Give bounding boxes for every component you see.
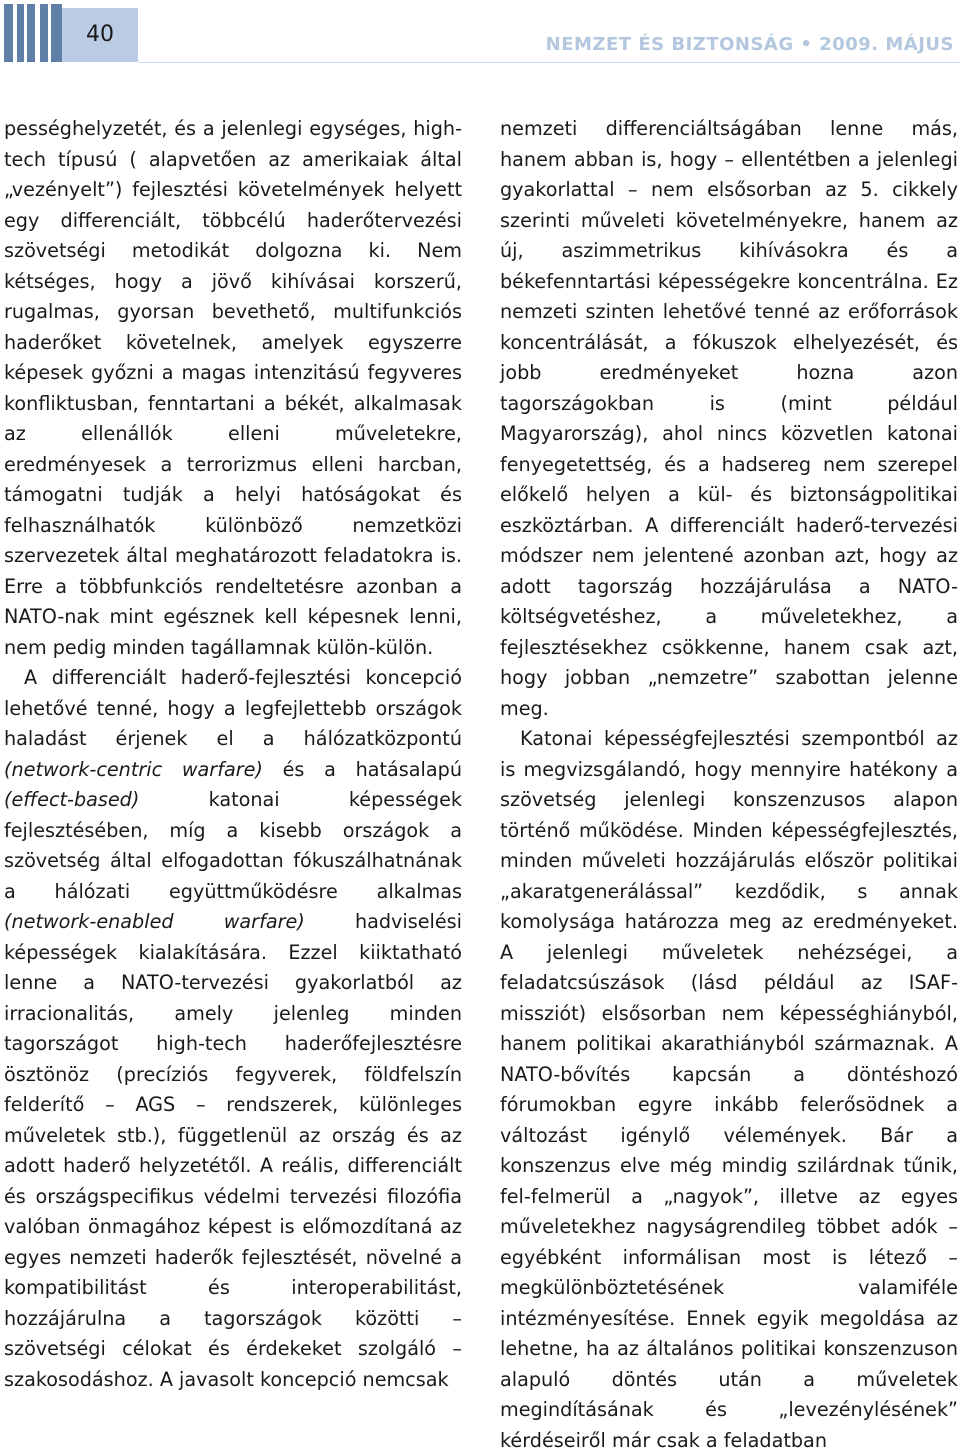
right-paragraph-2: Katonai képességfejlesztési szempontból az is megvizsgálandó, hogy mennyire hatékony a szövetség jelenlegi konszenzusos alapon történő működése. Minden képességfejlesztés, minden műveleti hozzájárulás először politikai „akaratgenerálással” kezdődik, s annak komolysága határozza meg az eredményeket. A jelenlegi műveletek nehézségei, a feladatcsúszások (lásd például az ISAF-missziót) elsősorban nem képességhiányból, hanem politikai akarathiányból származnak. A NATO-bővítés kapcsán a döntéshozó fórumokban egyre inkább felerősödnek a változást igénylő vélemények. Bár a konszenzus elve még mindig szilárdnak tűnik, fel-felmerül a „nagyok”, illetve az egyes műveletekhez nagyságrendileg többet adók – egyébként informálisan most is létező – megkülönböztetésének valamiféle intézményesítése. Ennek egyik megoldása az lehetne, ha az általános politikai konszenzuson alapuló döntés után a műveletek megindításának és „levezénylésének” kérdéseiről már csak a feladatban — [500, 727, 958, 1452]
right-paragraph-1: nemzeti differenciáltságában lenne más, hanem abban is, hogy – ellentétben a jelenlegi gyakorlattal – nem elsősorban az 5. cikkely szerinti műveleti követelményekre, hanem az új, aszimmetrikus kihívásokra és a békefenntartási képességekre koncentrálna. Ez nemzeti szinten lehetővé tenné az erőforrások koncentrálását, a fókuszok elhelyezését, és jobb eredményeket hozna azon tagországokban is (mint például Magyarország), ahol nincs közvetlen katonai fenyegetettség, és a hadsereg nem szerepel előkelő helyen a kül- és biztonságpolitikai eszköztárban. A differenciált haderő-tervezési módszer nem jelentené azonban azt, hogy az adott tagország hozzájárulása a NATO-költségvetéshez, a műveletekhez, a fejlesztésekhez csökkenne, hanem csak azt, hogy jobban „nemzetre” szabottan jelenne meg. — [500, 117, 958, 720]
left-paragraph-2: A differenciált haderő-fejlesztési koncepció lehetővé tenné, hogy a legfejlettebb országok haladást érjenek el a hálózatközpontú (network-centric warfare) és a hatásalapú (effect-based) katonai képességek fejlesztésében, míg a kisebb országok a szövetség által elfogadottan fókuszálhatnának a hálózati együttműködésre alkalmas (network-enabled warfare) hadviselési képességek kialakítására. Ezzel kiiktatható lenne a NATO-tervezési gyakorlatból az irracionalitás, amely jelenleg minden tagországot high-tech haderőfejlesztésre ösztönöz (precíziós fegyverek, földfelszín felderítő – AGS – rendszerek, különleges műveletek stb.), függetlenül az ország és az adott haderő helyzetétől. A reális, differenciált és országspecifikus védelmi tervezési filozófia valóban önmagához képest is előmozdítaná az egyes nemzeti haderők fejlesztését, növelné a kompatibilitást és interoperabilitást, hozzájárulna a tagországok közötti – szövetségi célokat és érdekeket szolgáló – szakosodáshoz. A javasolt koncepció nemcsak — [4, 666, 462, 1391]
term-network-enabled: (network-enabled warfare) — [4, 910, 305, 933]
page-header — [0, 0, 960, 64]
page-number: 40 — [86, 22, 114, 47]
term-effect-based: (effect-based) — [4, 788, 140, 811]
journal-logo — [4, 4, 62, 62]
term-network-centric: (network-centric warfare) — [4, 757, 263, 781]
page-number-box — [62, 8, 138, 62]
left-column — [4, 114, 462, 1395]
right-column — [500, 114, 958, 1456]
journal-title: NEMZET ÉS BIZTONSÁG • 2009. MÁJUS — [545, 34, 954, 55]
header-rule — [138, 62, 960, 63]
left-paragraph-1: pességhelyzetét, és a jelenlegi egységes, high-tech típusú ( alapvetően az amerikaiak által „vezényelt”) fejlesztési követelmények helyett egy differenciált, többcélú haderőtervezési szövetségi metodikát dolgozna ki. Nem kétséges, hogy a jövő kihívásai korszerű, rugalmas, gyorsan bevethető, multifunkciós haderőket követelnek, amelyek egyszerre képesek győzni a magas intenzitású fegyveres konfliktusban, fenntartani a békét, alkalmasak az ellenállók elleni műveletekre, eredményesek a terrorizmus elleni harcban, támogatni tudják a helyi hatóságokat és felhasználhatók különböző nemzetközi szervezetek által meghatározott feladatokra is. Erre a többfunkciós rendeltetésre azonban a NATO-nak mint egésznek kell képesnek lenni, nem pedig minden tagállamnak külön-külön. — [4, 117, 462, 659]
